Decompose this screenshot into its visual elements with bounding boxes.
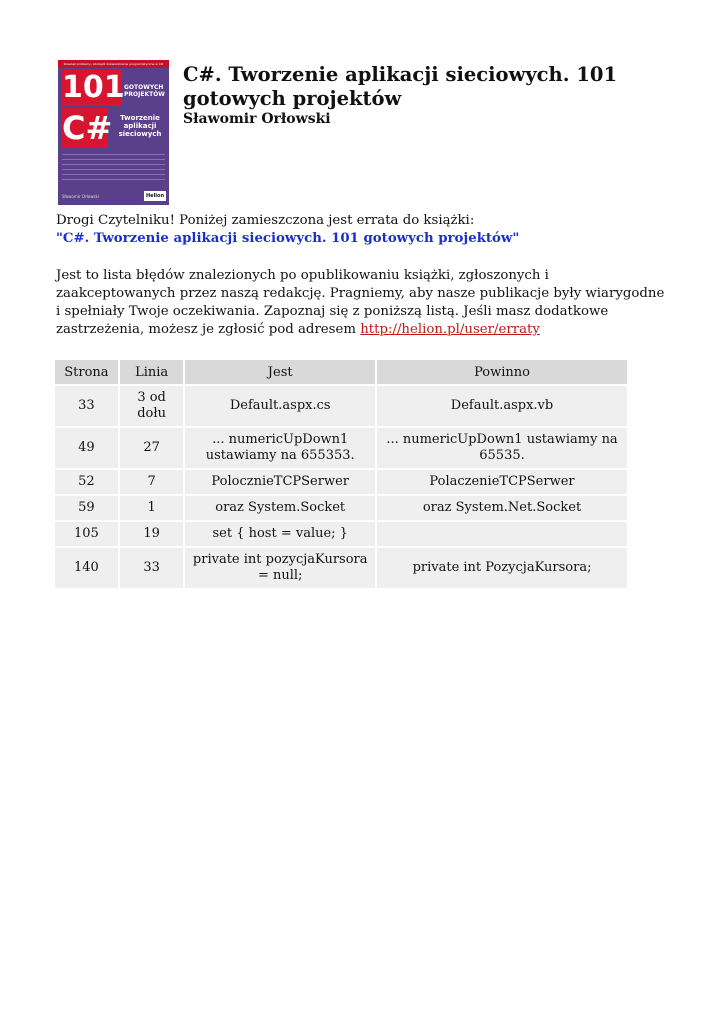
cover-author: Sławomir Orłowski bbox=[62, 194, 99, 199]
table-row bbox=[55, 548, 627, 588]
cell-linia: 19 bbox=[120, 522, 184, 546]
table-row bbox=[55, 386, 627, 426]
table-row bbox=[55, 428, 627, 468]
cell-linia: 1 bbox=[120, 496, 184, 520]
cell-strona: 33 bbox=[55, 386, 118, 426]
cell-powinno: oraz System.Net.Socket bbox=[377, 496, 627, 520]
cell-strona: 140 bbox=[55, 548, 118, 588]
cell-jest: PolocznieTCPSerwer bbox=[185, 470, 375, 494]
cell-jest: ... numericUpDown1 ustawiamy na 655353. bbox=[185, 428, 375, 468]
cell-linia: 3 od dołu bbox=[120, 386, 184, 426]
cell-strona: 52 bbox=[55, 470, 118, 494]
cell-jest: Default.aspx.cs bbox=[185, 386, 375, 426]
cell-linia: 7 bbox=[120, 470, 184, 494]
errata-table bbox=[53, 358, 629, 590]
cell-strona: 49 bbox=[55, 428, 118, 468]
errata-description bbox=[56, 267, 666, 339]
table-header-row bbox=[55, 360, 627, 384]
cell-linia: 27 bbox=[120, 428, 184, 468]
book-author: Sławomir Orłowski bbox=[183, 111, 331, 127]
header-powinno: Powinno bbox=[377, 360, 627, 384]
publisher-logo: Helion bbox=[146, 193, 164, 199]
cover-subtitle: Tworzenie aplikacji sieciowych bbox=[118, 114, 162, 138]
cover-decoration bbox=[62, 154, 165, 184]
table-row bbox=[55, 470, 627, 494]
cell-linia: 33 bbox=[120, 548, 184, 588]
table-row bbox=[55, 496, 627, 520]
cover-number: 101 bbox=[62, 70, 125, 105]
book-cover-image bbox=[58, 60, 169, 205]
cell-jest: set { host = value; } bbox=[185, 522, 375, 546]
errata-link[interactable]: http://helion.pl/user/erraty bbox=[360, 322, 540, 337]
cover-language: C# bbox=[62, 109, 113, 147]
cell-powinno: Default.aspx.vb bbox=[377, 386, 627, 426]
cell-powinno: PolaczenieTCPSerwer bbox=[377, 470, 627, 494]
cover-top-line: Rozwiąż problemy, zdobądź doświadczenie programistyczne w C# bbox=[58, 60, 169, 68]
table-row bbox=[55, 522, 627, 546]
cell-powinno: private int PozycjaKursora; bbox=[377, 548, 627, 588]
cover-series: GOTOWYCH PROJEKTÓW bbox=[124, 84, 165, 98]
header-strona: Strona bbox=[55, 360, 118, 384]
intro bbox=[56, 212, 676, 248]
book-title: C#. Tworzenie aplikacji sieciowych. 101 gotowych projektów bbox=[183, 63, 618, 110]
cell-jest: private int pozycjaKursora = null; bbox=[185, 548, 375, 588]
cell-strona: 105 bbox=[55, 522, 118, 546]
cell-powinno: ... numericUpDown1 ustawiamy na 65535. bbox=[377, 428, 627, 468]
description-text: Jest to lista błędów znalezionych po opublikowaniu książki, zgłoszonych i zaakceptowanych przez naszą redakcję. Pragniemy, aby nasze publikacje były wiarygodne i spełniały Twoje oczekiwania. Zapoznaj się z poniższą listą. Jeśli masz dodatkowe zastrzeżenia, możesz je zgłosić pod adresem bbox=[56, 268, 665, 337]
quoted-book-title: "C#. Tworzenie aplikacji sieciowych. 101 gotowych projektów" bbox=[56, 231, 520, 246]
cell-jest: oraz System.Socket bbox=[185, 496, 375, 520]
intro-greeting: Drogi Czytelniku! Poniżej zamieszczona jest errata do książki: bbox=[56, 213, 475, 228]
header-linia: Linia bbox=[120, 360, 184, 384]
cell-powinno bbox=[377, 522, 627, 546]
header-jest: Jest bbox=[185, 360, 375, 384]
cell-strona: 59 bbox=[55, 496, 118, 520]
